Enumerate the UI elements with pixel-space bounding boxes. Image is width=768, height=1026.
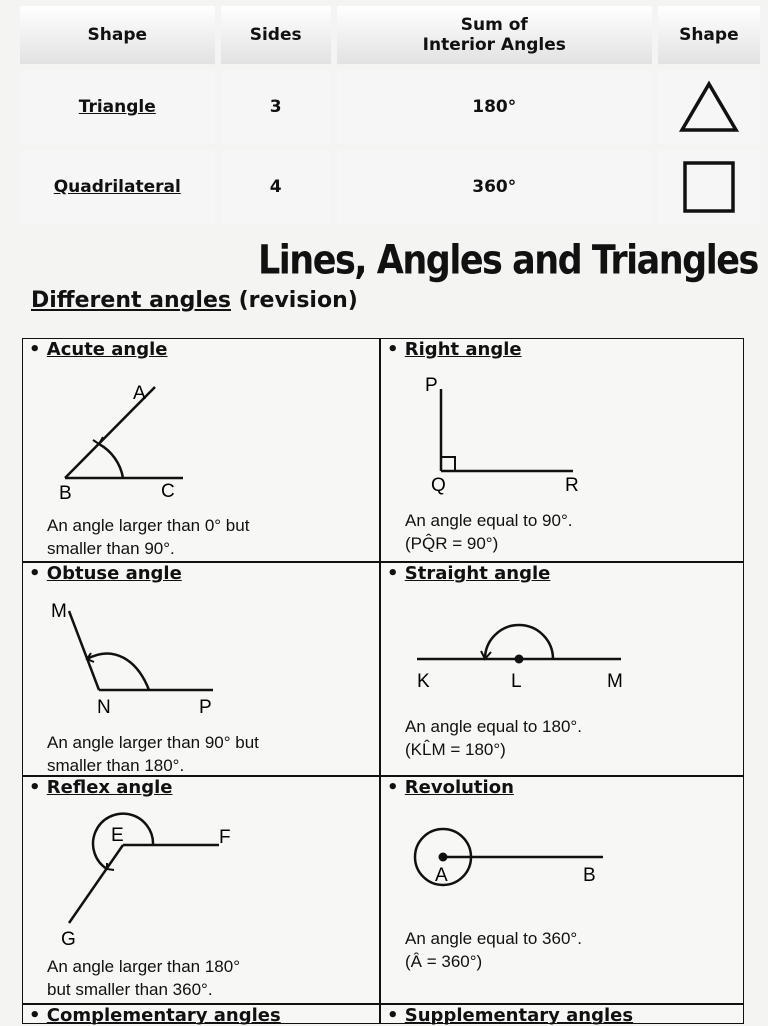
section-subtitle <box>31 288 358 313</box>
cell-complementary-angles <box>23 1005 379 1025</box>
reflex-label-e: E <box>111 825 124 846</box>
revolution-label-a: A <box>435 865 448 886</box>
row-sides: 4 <box>221 150 331 224</box>
acute-angle-heading: • Acute angle <box>29 339 168 360</box>
supplementary-angles-title: Supplementary angles <box>404 1005 634 1026</box>
right-label-r: R <box>565 475 579 496</box>
obtuse-angle-title: Obtuse angle <box>46 563 182 584</box>
acute-label-b: B <box>59 483 72 504</box>
row-shape-figure <box>658 70 760 144</box>
shapes-table-header-row <box>20 6 760 64</box>
right-label-p: P <box>425 375 438 396</box>
complementary-angles-title: Complementary angles <box>46 1005 281 1026</box>
header-sum-interior-angles: Sum of Interior Angles <box>337 6 652 64</box>
acute-label-c: C <box>161 481 175 502</box>
header-sides: Sides <box>221 6 331 64</box>
table-row <box>20 70 760 144</box>
complementary-angles-heading: • Complementary angles <box>29 1005 281 1026</box>
subtitle-suffix: (revision) <box>230 288 358 313</box>
cell-obtuse-angle <box>23 563 379 775</box>
row-sum: 180° <box>337 70 652 144</box>
straight-angle-title: Straight angle <box>404 563 551 584</box>
cell-right-angle <box>381 339 737 561</box>
obtuse-angle-description: An angle larger than 90° but smaller than 180°. <box>47 733 259 775</box>
header-shape: Shape <box>20 6 215 64</box>
straight-label-l: L <box>511 671 522 692</box>
cell-revolution <box>381 777 737 1003</box>
revolution-label-b: B <box>583 865 596 886</box>
obtuse-label-n: N <box>97 697 111 718</box>
row-sum: 360° <box>337 150 652 224</box>
square-icon <box>681 159 737 215</box>
straight-angle-heading: • Straight angle <box>387 563 551 584</box>
straight-label-k: K <box>417 671 430 692</box>
obtuse-angle-heading: • Obtuse angle <box>29 563 182 584</box>
right-label-q: Q <box>431 475 446 496</box>
row-shape-name: Triangle <box>20 70 215 144</box>
triangle-icon <box>678 80 740 134</box>
reflex-label-g: G <box>61 929 76 950</box>
acute-label-a: A <box>133 383 146 404</box>
revolution-heading: • Revolution <box>387 777 514 798</box>
cell-supplementary-angles <box>381 1005 737 1025</box>
supplementary-angles-heading: • Supplementary angles <box>387 1005 634 1026</box>
revolution-title: Revolution <box>404 777 514 798</box>
obtuse-label-m: M <box>51 601 67 622</box>
cell-acute-angle <box>23 339 379 561</box>
reflex-label-f: F <box>219 827 231 848</box>
reflex-angle-heading: • Reflex angle <box>29 777 173 798</box>
revolution-description: An angle equal to 360°. (Â = 360°) <box>405 929 582 971</box>
shapes-table <box>14 0 766 230</box>
cell-straight-angle <box>381 563 737 775</box>
acute-angle-title: Acute angle <box>46 339 168 360</box>
table-row <box>20 150 760 224</box>
right-angle-title: Right angle <box>404 339 522 360</box>
right-angle-heading: • Right angle <box>387 339 522 360</box>
subtitle-main: Different angles <box>31 288 231 313</box>
row-sides: 3 <box>221 70 331 144</box>
straight-label-m: M <box>607 671 623 692</box>
cell-reflex-angle <box>23 777 379 1003</box>
acute-angle-description: An angle larger than 0° but smaller than 90°. <box>47 516 250 558</box>
row-shape-name: Quadrilateral <box>20 150 215 224</box>
obtuse-label-p: P <box>199 697 212 718</box>
header-shape-icon: Shape <box>658 6 760 64</box>
page-title: Lines, Angles and Triangles <box>258 238 758 284</box>
straight-angle-description: An angle equal to 180°. (KL̂M = 180°) <box>405 717 582 759</box>
angle-grid <box>22 338 744 1024</box>
row-shape-figure <box>658 150 760 224</box>
reflex-angle-description: An angle larger than 180° but smaller than 360°. <box>47 957 240 999</box>
right-angle-description: An angle equal to 90°. (PQ̂R = 90°) <box>405 511 573 553</box>
reflex-angle-title: Reflex angle <box>46 777 173 798</box>
